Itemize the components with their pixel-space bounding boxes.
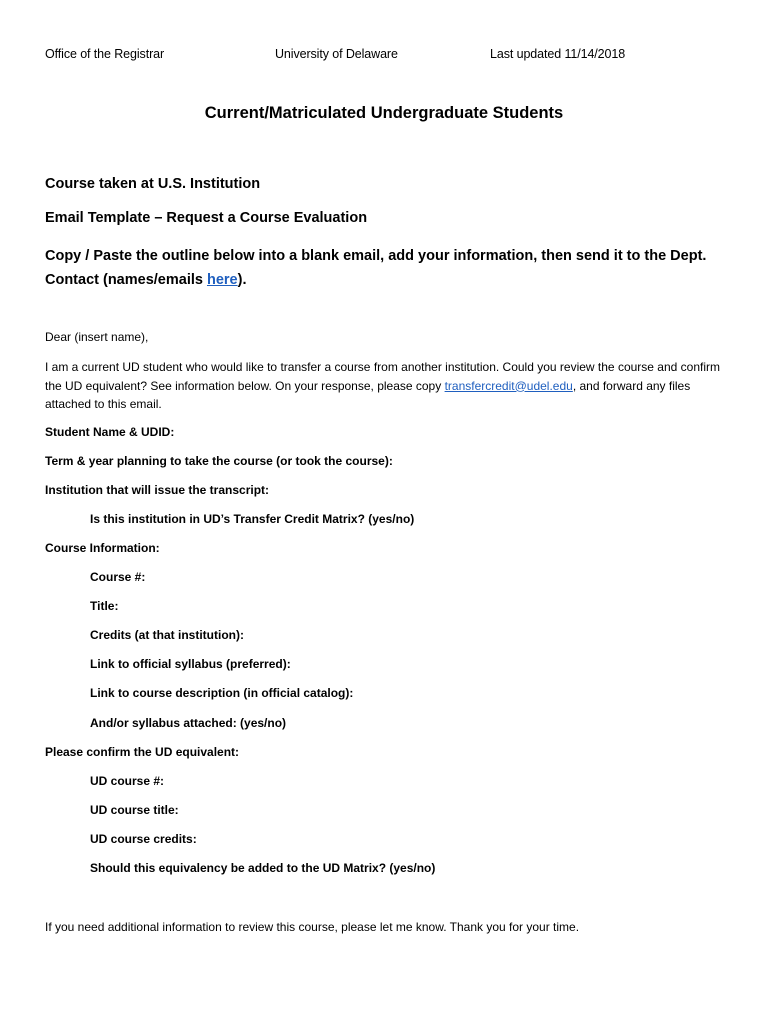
field-ud-course-credits: UD course credits:: [90, 832, 197, 846]
transfercredit-email-link[interactable]: transfercredit@udel.edu: [444, 378, 573, 393]
instruction-text: Copy / Paste the outline below into a blank email, add your information, then send it to the Dept. Contact (names/emails: [45, 248, 707, 288]
email-closing: If you need additional information to review this course, please let me know. Thank you for your time.: [45, 920, 580, 934]
field-ud-course-title: UD course title:: [90, 803, 179, 817]
field-confirm-equivalent: Please confirm the UD equivalent:: [45, 745, 240, 759]
header-last-updated: Last updated 11/14/2018: [490, 47, 626, 61]
field-course-number: Course #:: [90, 570, 146, 584]
field-syllabus-link: Link to official syllabus (preferred):: [90, 657, 291, 671]
email-body: [45, 358, 735, 414]
page-title: Current/Matriculated Undergraduate Students: [204, 104, 564, 122]
contacts-here-link[interactable]: here: [206, 272, 238, 288]
field-ud-course-number: UD course #:: [90, 774, 165, 788]
email-greeting: Dear (insert name),: [45, 330, 149, 344]
field-student-name: Student Name & UDID:: [45, 425, 175, 439]
field-syllabus-attached: And/or syllabus attached: (yes/no): [90, 716, 287, 730]
field-add-to-matrix: Should this equivalency be added to the UD Matrix? (yes/no): [90, 861, 436, 875]
email-body-text: I am a current UD student who would like to transfer a course from another institution. Could you review the course and confirm the UD equivalent? See information below. On your response, please copy: [45, 360, 720, 393]
field-credits: Credits (at that institution):: [90, 628, 244, 642]
field-term-year: Term & year planning to take the course (or took the course):: [45, 454, 393, 468]
field-institution: Institution that will issue the transcript:: [45, 483, 270, 497]
header-office: Office of the Registrar: [45, 47, 165, 61]
email-body-suffix: , and forward any files attached to this email.: [45, 378, 691, 411]
heading-email-template: Email Template – Request a Course Evaluation: [45, 210, 368, 226]
heading-instructions: [45, 244, 735, 292]
heading-course-taken: Course taken at U.S. Institution: [45, 176, 261, 192]
field-course-title: Title:: [90, 599, 119, 613]
field-matrix-question: Is this institution in UD’s Transfer Credit Matrix? (yes/no): [90, 512, 415, 526]
field-course-information: Course Information:: [45, 541, 160, 555]
header-university: University of Delaware: [275, 47, 398, 61]
field-description-link: Link to course description (in official catalog):: [90, 686, 354, 700]
instruction-suffix: ).: [237, 272, 247, 288]
